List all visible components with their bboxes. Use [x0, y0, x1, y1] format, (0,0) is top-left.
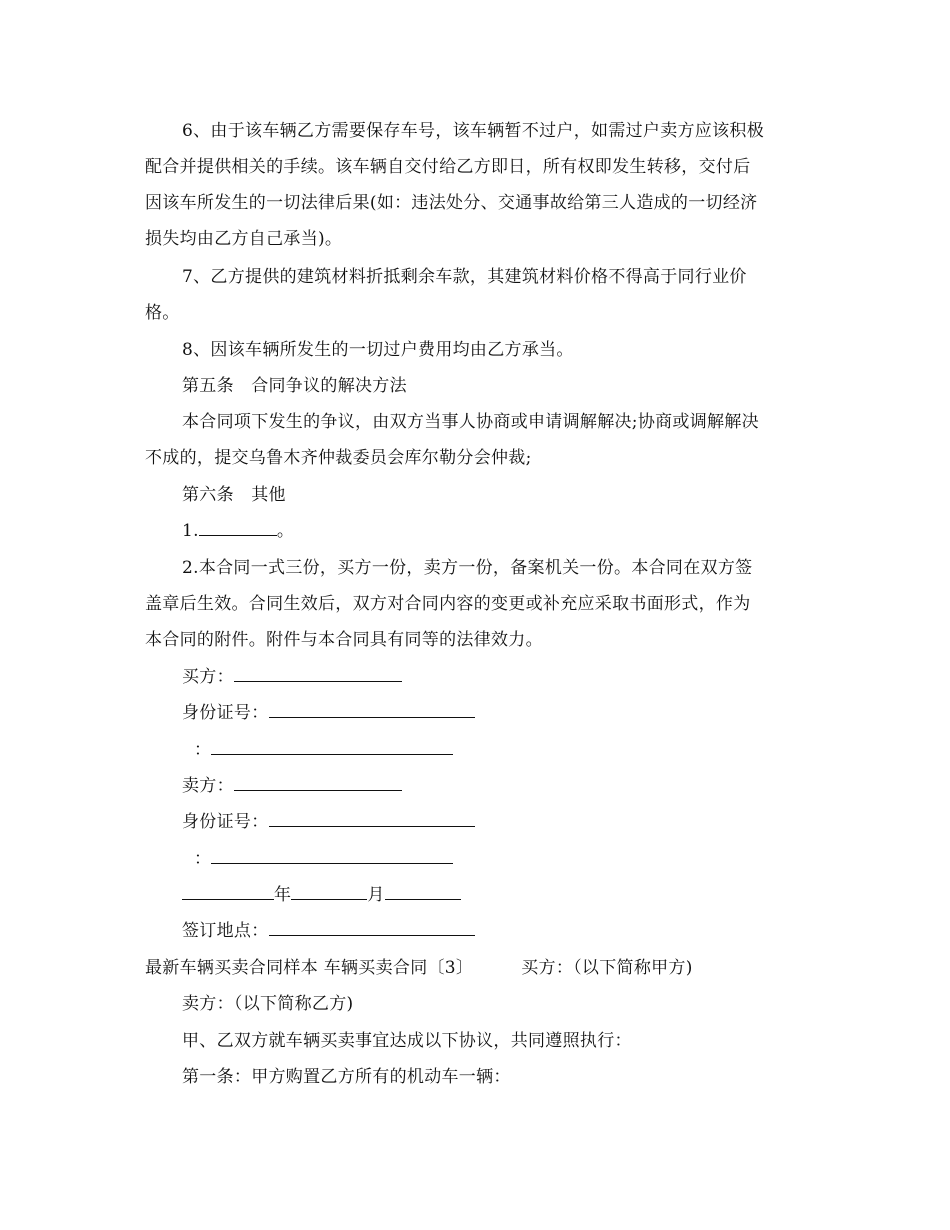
- year-blank: [182, 885, 274, 900]
- buyer-blank: [234, 667, 402, 682]
- buyer-colon: ：: [194, 740, 212, 760]
- buyer-label: 买方：: [182, 667, 234, 687]
- article-5-line-1: 本合同项下发生的争议，由双方当事人协商或申请调解解决;协商或调解解决: [182, 412, 759, 432]
- item-1-blank: [199, 521, 277, 536]
- seller-signature-line: [182, 776, 862, 796]
- clause-6-line-3: 因该车所发生的一切法律后果(如：违法处分、交通事故给第三人造成的一切经济: [145, 193, 758, 213]
- seller-blank: [234, 776, 402, 791]
- buyer-id-blank: [269, 703, 475, 718]
- next-contract-title-line: [145, 958, 825, 978]
- clause-7-line-2: 格。: [145, 303, 180, 323]
- day-blank: [385, 885, 461, 900]
- date-line: [182, 885, 862, 905]
- next-contract-intro: 甲、乙双方就车辆买卖事宜达成以下协议，共同遵照执行：: [182, 1031, 632, 1051]
- next-contract-title: 最新车辆买卖合同样本 车辆买卖合同〔3〕: [145, 958, 474, 978]
- next-contract-buyer: 买方：（以下简称甲方): [521, 958, 693, 978]
- buyer-signature-line: [182, 667, 862, 687]
- clause-7-line-1: 7、乙方提供的建筑材料折抵剩余车款，其建筑材料价格不得高于同行业价: [182, 267, 747, 287]
- seller-id-line: [182, 812, 862, 832]
- clause-6-line-1: 6、由于该车辆乙方需要保存车号，该车辆暂不过户，如需过户卖方应该积极: [182, 121, 765, 141]
- clause-8: 8、因该车辆所发生的一切过户费用均由乙方承当。: [182, 340, 574, 360]
- month-blank: [291, 885, 367, 900]
- month-label: 月: [367, 885, 385, 905]
- item-2-line-1: 2.本合同一式三份，买方一份，卖方一份，备案机关一份。本合同在双方签: [182, 558, 753, 578]
- article-5-line-2: 不成的，提交乌鲁木齐仲裁委员会库尔勒分会仲裁;: [145, 448, 532, 468]
- buyer-extra-blank: [211, 740, 453, 755]
- article-6-heading: 第六条 其他: [182, 485, 286, 505]
- item-1: [182, 521, 862, 541]
- clause-6-line-4: 损失均由乙方自己承当)。: [145, 229, 343, 249]
- seller-extra-blank: [211, 849, 453, 864]
- place-blank: [269, 921, 475, 936]
- seller-colon: ：: [194, 849, 212, 869]
- next-contract-article-1: 第一条：甲方购置乙方所有的机动车一辆：: [182, 1067, 511, 1087]
- buyer-extra-line: [194, 740, 874, 760]
- place-label: 签订地点：: [182, 921, 269, 941]
- signing-place-line: [182, 921, 862, 941]
- article-5-heading: 第五条 合同争议的解决方法: [182, 376, 407, 396]
- seller-extra-line: [194, 849, 874, 869]
- buyer-id-label: 身份证号：: [182, 703, 269, 723]
- seller-id-label: 身份证号：: [182, 812, 269, 832]
- seller-label: 卖方：: [182, 776, 234, 796]
- buyer-id-line: [182, 703, 862, 723]
- item-1-prefix: 1.: [182, 521, 199, 541]
- clause-6-line-2: 配合并提供相关的手续。该车辆自交付给乙方即日，所有权即发生转移，交付后: [145, 157, 751, 177]
- seller-id-blank: [269, 812, 475, 827]
- year-label: 年: [274, 885, 292, 905]
- item-2-line-3: 本合同的附件。附件与本合同具有同等的法律效力。: [145, 630, 543, 650]
- item-1-suffix: 。: [276, 521, 295, 541]
- next-contract-seller: 卖方：（以下简称乙方): [182, 994, 354, 1014]
- item-2-line-2: 盖章后生效。合同生效后，双方对合同内容的变更或补充应采取书面形式，作为: [145, 594, 751, 614]
